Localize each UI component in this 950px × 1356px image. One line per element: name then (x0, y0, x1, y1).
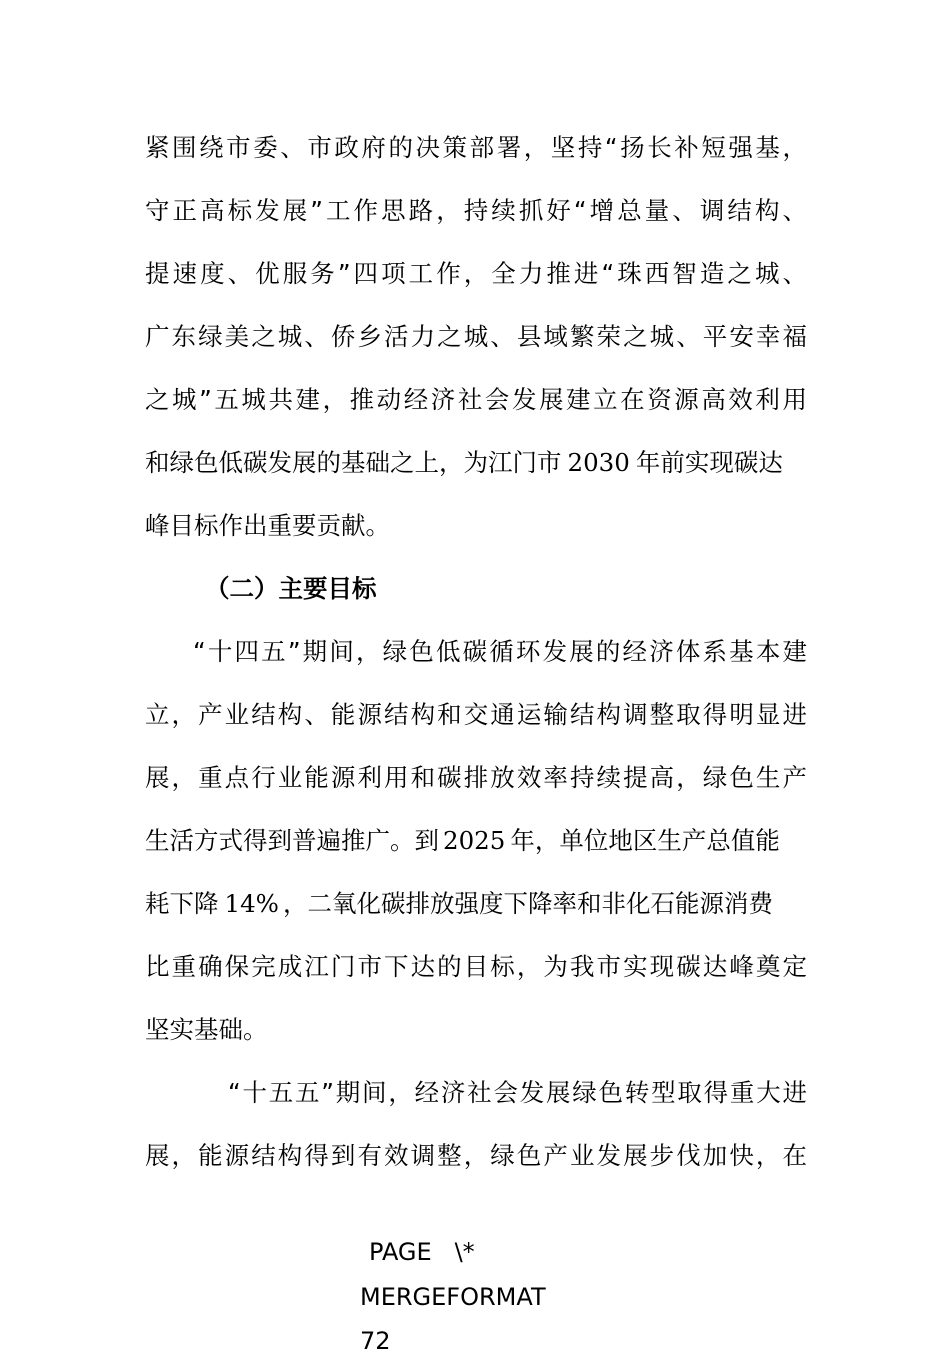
text-line-2: 守正高标发展”工作思路，持续抓好“增总量、调结构、 (145, 196, 807, 225)
text-segment: 年，单位地区生产总值能 (510, 826, 780, 855)
text-line-14: 坚实基础。 (145, 1015, 268, 1044)
text-line-12 (145, 884, 807, 924)
text-line-5: 之城”五城共建，推动经济社会发展建立在资源高效利用 (145, 385, 807, 414)
text-line-15: “十五五”期间，经济社会发展绿色转型取得重大进 (228, 1078, 807, 1107)
text-line-10: 展，重点行业能源利用和碳排放效率持续提高，绿色生产 (145, 763, 807, 792)
section-heading: （二）主要目标 (205, 574, 377, 603)
page-number: 72 (360, 1327, 391, 1355)
year-2025: 2025 (443, 826, 506, 855)
text-line-7: 峰目标作出重要贡献。 (145, 511, 390, 540)
text-line-9: 立，产业结构、能源结构和交通运输结构调整取得明显进 (145, 700, 807, 729)
text-line-13: 比重确保完成江门市下达的目标，为我市实现碳达峰奠定 (145, 952, 807, 981)
text-line-1: 紧围绕市委、市政府的决策部署，坚持“扬长补短强基， (145, 133, 807, 162)
page-field-line-2: MERGEFORMAT (360, 1283, 546, 1311)
page-field-line-1: PAGE \* (369, 1238, 475, 1266)
text-line-8: “十四五”期间，绿色低碳循环发展的经济体系基本建 (193, 637, 807, 666)
text-segment: 和绿色低碳发展的基础之上，为江门市 (145, 448, 562, 477)
percent-value: 14% (224, 889, 279, 918)
text-segment: 年前实现碳达 (635, 448, 783, 477)
text-segment: 耗下降 (145, 889, 219, 918)
text-line-16: 展，能源结构得到有效调整，绿色产业发展步伐加快，在 (145, 1141, 807, 1170)
text-line-6 (145, 443, 807, 483)
text-line-4: 广东绿美之城、侨乡活力之城、县域繁荣之城、平安幸福 (145, 322, 807, 351)
text-line-11 (145, 821, 807, 861)
text-line-3: 提速度、优服务”四项工作，全力推进“珠西智造之城、 (145, 259, 807, 288)
text-segment: ，二氧化碳排放强度下降率和非化石能源消费 (282, 889, 773, 918)
year-2030: 2030 (567, 448, 630, 477)
text-segment: 生活方式得到普遍推广。到 (145, 826, 439, 855)
